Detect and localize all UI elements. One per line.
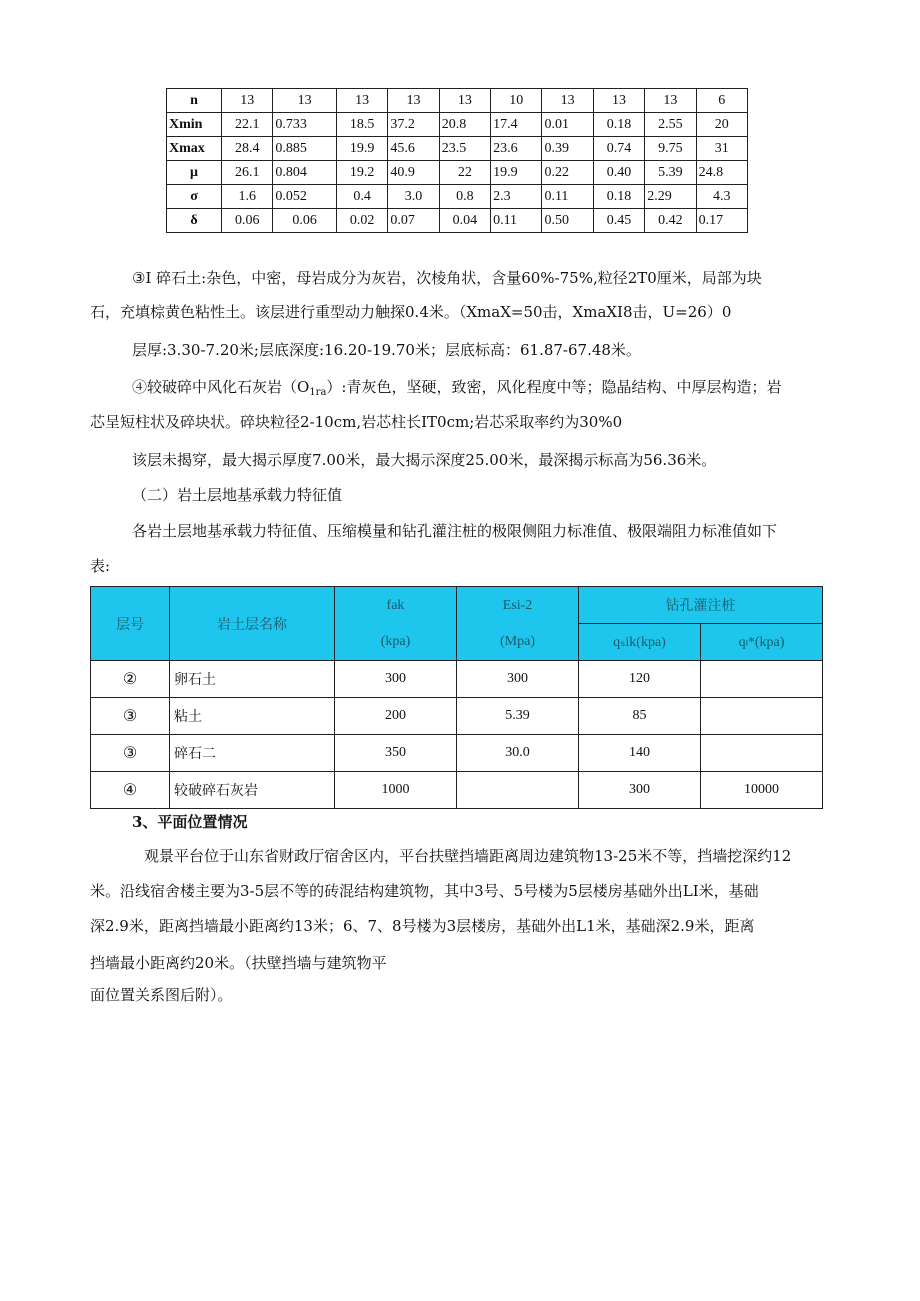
paragraph-plan-line3: 深2.9米，距离挡墙最小距离约13米；6、7、8号楼为3层楼房，基础外出L1米，基础深2.9米，距离 (90, 917, 755, 935)
stats-cell: 19.9 (336, 137, 387, 161)
header-esi-label: Esi-2 (502, 597, 533, 613)
stats-cell: 0.74 (593, 137, 644, 161)
cap-layer-no: ④ (91, 772, 170, 809)
header-qp: qₗ*(kpa) (701, 624, 823, 661)
stats-row (167, 113, 748, 137)
cap-fak: 1000 (335, 772, 457, 809)
stats-cell: 0.39 (542, 137, 593, 161)
stats-cell: 0.804 (273, 161, 337, 185)
section-heading-plan-position: 3、平面位置情况 (132, 813, 248, 831)
stats-cell: 2.29 (645, 185, 696, 209)
stats-cell: 0.50 (542, 209, 593, 233)
stats-row-label: n (167, 89, 222, 113)
stats-cell: 0.4 (336, 185, 387, 209)
stats-cell: 20.8 (439, 113, 490, 137)
stats-cell: 13 (593, 89, 644, 113)
stats-cell: 0.06 (273, 209, 337, 233)
stats-row (167, 89, 748, 113)
stats-cell: 0.18 (593, 185, 644, 209)
cap-fak: 300 (335, 661, 457, 698)
cap-row (91, 735, 823, 772)
header-fak-label: fak (386, 597, 405, 613)
cap-row (91, 661, 823, 698)
stats-row (167, 161, 748, 185)
stats-cell: 23.5 (439, 137, 490, 161)
stats-cell: 13 (439, 89, 490, 113)
header-fak (335, 587, 457, 661)
cap-es (457, 772, 579, 809)
stats-row-label: Xmin (167, 113, 222, 137)
stats-cell: 0.733 (273, 113, 337, 137)
stats-cell: 13 (336, 89, 387, 113)
paragraph-plan-line4: 挡墙最小距离约20米。（扶壁挡墙与建筑物平 (90, 954, 387, 972)
stats-cell: 31 (696, 137, 747, 161)
header-esi-unit: (Mpa) (500, 633, 535, 649)
stats-row (167, 185, 748, 209)
paragraph-limestone-line2: 芯呈短柱状及碎块状。碎块粒径2-10cm,岩芯柱长IT0cm;岩芯采取率约为30%0 (90, 413, 623, 431)
stats-cell: 0.01 (542, 113, 593, 137)
cap-layer-name: 粘土 (170, 698, 335, 735)
stats-cell: 0.8 (439, 185, 490, 209)
header-esi (457, 587, 579, 661)
cap-qsik: 85 (579, 698, 701, 735)
cap-layer-no: ③ (91, 698, 170, 735)
stats-cell: 6 (696, 89, 747, 113)
cap-row (91, 772, 823, 809)
statistics-table (166, 88, 748, 233)
stats-cell: 19.9 (491, 161, 542, 185)
cap-es: 300 (457, 661, 579, 698)
stats-cell: 2.55 (645, 113, 696, 137)
stats-cell: 22.1 (222, 113, 273, 137)
stats-row (167, 137, 748, 161)
stats-cell: 18.5 (336, 113, 387, 137)
stats-row-label: σ (167, 185, 222, 209)
cap-qsik: 140 (579, 735, 701, 772)
cap-qsik: 120 (579, 661, 701, 698)
stats-cell: 17.4 (491, 113, 542, 137)
header-qsik: qₛik(kpa) (579, 624, 701, 661)
stats-cell: 5.39 (645, 161, 696, 185)
cap-qp (701, 735, 823, 772)
stats-cell: 0.02 (336, 209, 387, 233)
paragraph-table-intro-line1: 各岩土层地基承载力特征值、压缩模量和钻孔灌注桩的极限侧阻力标准值、极限端阻力标准值如下 (132, 522, 778, 540)
limestone-text-b: ）:青灰色，坚硬，致密，风化程度中等；隐晶结构、中厚层构造；岩 (326, 378, 782, 396)
stats-cell: 0.06 (222, 209, 273, 233)
stats-cell: 13 (645, 89, 696, 113)
stats-cell: 20 (696, 113, 747, 137)
cap-layer-name: 较破碎石灰岩 (170, 772, 335, 809)
stats-cell: 40.9 (388, 161, 439, 185)
stats-cell: 0.22 (542, 161, 593, 185)
stats-cell: 0.04 (439, 209, 490, 233)
stats-cell: 0.40 (593, 161, 644, 185)
stats-cell: 13 (273, 89, 337, 113)
stats-cell: 26.1 (222, 161, 273, 185)
paragraph-not-penetrated: 该层未揭穿，最大揭示厚度7.00米，最大揭示深度25.00米，最深揭示标高为56.36米。 (132, 451, 717, 469)
stats-cell: 13 (388, 89, 439, 113)
paragraph-gravel-line1: ③I 碎石土:杂色，中密，母岩成分为灰岩，次棱角状，含量60%-75%,粒径2T0厘米，局部为块 (132, 269, 762, 287)
section-heading-bearing-capacity: （二）岩土层地基承载力特征值 (132, 486, 343, 504)
stats-cell: 0.11 (491, 209, 542, 233)
stats-cell: 19.2 (336, 161, 387, 185)
stats-cell: 22 (439, 161, 490, 185)
cap-qp (701, 661, 823, 698)
cap-qsik: 300 (579, 772, 701, 809)
stats-cell: 28.4 (222, 137, 273, 161)
stats-cell: 37.2 (388, 113, 439, 137)
cap-header-row-1 (91, 587, 823, 624)
cap-layer-name: 卵石土 (170, 661, 335, 698)
stats-cell: 0.07 (388, 209, 439, 233)
stats-cell: 0.885 (273, 137, 337, 161)
cap-row (91, 698, 823, 735)
stats-cell: 4.3 (696, 185, 747, 209)
cap-qp (701, 698, 823, 735)
stats-cell: 13 (222, 89, 273, 113)
bearing-capacity-table (90, 586, 823, 809)
paragraph-plan-line2: 米。沿线宿舍楼主要为3-5层不等的砖混结构建筑物，其中3号、5号楼为5层楼房基础外出LI米，基础 (90, 882, 759, 900)
limestone-text-a: ④较破碎中风化石灰岩（O (132, 378, 310, 396)
stats-cell: 45.6 (388, 137, 439, 161)
cap-layer-no: ③ (91, 735, 170, 772)
header-fak-unit: (kpa) (380, 633, 411, 649)
stats-cell: 9.75 (645, 137, 696, 161)
stats-row-label: μ (167, 161, 222, 185)
cap-es: 30.0 (457, 735, 579, 772)
paragraph-gravel-line2: 石，充填棕黄色粘性土。该层进行重型动力触探0.4米。（XmaX=50击，XmaXI8击，U=26）0 (90, 303, 732, 321)
header-layer-name: 岩土层名称 (170, 587, 335, 661)
cap-layer-no: ② (91, 661, 170, 698)
stats-cell: 13 (542, 89, 593, 113)
stats-cell: 0.18 (593, 113, 644, 137)
stats-cell: 0.17 (696, 209, 747, 233)
cap-layer-name: 碎石二 (170, 735, 335, 772)
paragraph-plan-line5: 面位置关系图后附）。 (90, 986, 233, 1004)
stats-cell: 24.8 (696, 161, 747, 185)
header-pile-group: 钻孔灌注桩 (579, 587, 823, 624)
header-layer-no: 层号 (91, 587, 170, 661)
stats-cell: 0.11 (542, 185, 593, 209)
stats-row (167, 209, 748, 233)
paragraph-table-intro-line2: 表: (90, 557, 111, 575)
paragraph-plan-line1: 观景平台位于山东省财政厅宿舍区内，平台扶壁挡墙距离周边建筑物13-25米不等，挡墙挖深约12 (144, 847, 792, 865)
stats-cell: 1.6 (222, 185, 273, 209)
limestone-subscript: 1ra (309, 387, 327, 398)
stats-cell: 0.42 (645, 209, 696, 233)
stats-cell: 23.6 (491, 137, 542, 161)
stats-cell: 0.052 (273, 185, 337, 209)
stats-cell: 2.3 (491, 185, 542, 209)
stats-cell: 3.0 (388, 185, 439, 209)
stats-row-label: δ (167, 209, 222, 233)
cap-fak: 350 (335, 735, 457, 772)
paragraph-limestone-line1 (132, 377, 781, 403)
cap-qp: 10000 (701, 772, 823, 809)
stats-row-label: Xmax (167, 137, 222, 161)
stats-cell: 0.45 (593, 209, 644, 233)
cap-fak: 200 (335, 698, 457, 735)
paragraph-layer-thickness: 层厚:3.30-7.20米;层底深度:16.20-19.70米；层底标高：61.87-67.48米。 (132, 341, 641, 359)
cap-es: 5.39 (457, 698, 579, 735)
stats-cell: 10 (491, 89, 542, 113)
